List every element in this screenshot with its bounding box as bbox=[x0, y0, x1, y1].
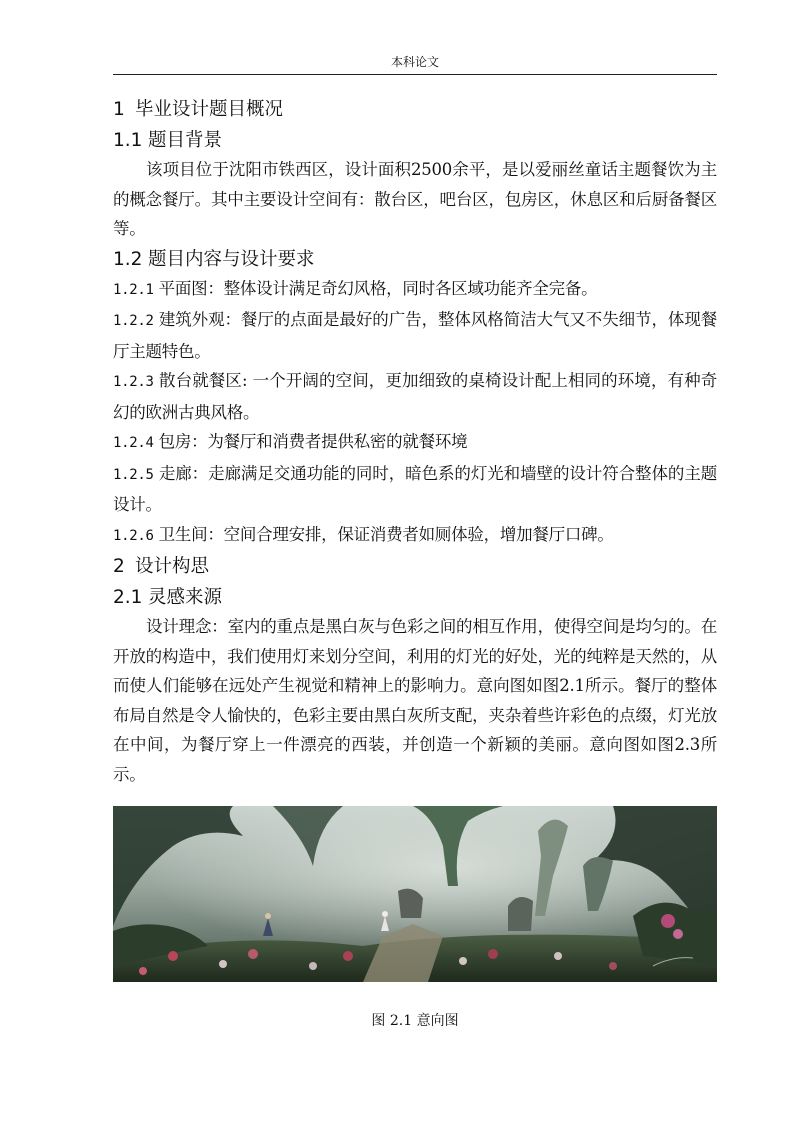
heading-title: 题目背景 bbox=[148, 130, 223, 151]
list-item bbox=[113, 366, 717, 427]
heading-title: 题目内容与设计要求 bbox=[148, 248, 315, 270]
heading-section-1-1 bbox=[113, 125, 717, 155]
list-item bbox=[113, 305, 717, 366]
wonderland-garden-image bbox=[113, 806, 717, 982]
item-number: 1.2.4 bbox=[113, 435, 154, 451]
heading-title: 灵感来源 bbox=[148, 587, 223, 608]
item-text: 包房：为餐厅和消费者提供私密的就餐环境 bbox=[153, 432, 468, 451]
item-text: 散台就餐区: 一个开阔的空间，更加细致的桌椅设计配上相同的环境，有种奇幻的欧洲古典风格。 bbox=[113, 371, 717, 422]
item-number: 1.2.5 bbox=[113, 466, 154, 483]
item-text: 卫生间：空间合理安排，保证消费者如厕体验，增加餐厅口碑。 bbox=[153, 524, 614, 544]
header-rule bbox=[113, 74, 717, 75]
item-number: 1.2.3 bbox=[113, 374, 154, 390]
heading-title: 设计构思 bbox=[135, 556, 210, 577]
list-item bbox=[113, 274, 717, 306]
heading-section-1-2 bbox=[113, 244, 717, 274]
heading-number: 1 bbox=[113, 99, 125, 120]
item-text: 平面图：整体设计满足奇幻风格，同时各区域功能齐全完备。 bbox=[153, 278, 598, 298]
item-number: 1.2.6 bbox=[113, 527, 154, 544]
heading-number: 1.2 bbox=[113, 248, 143, 270]
heading-number: 2.1 bbox=[113, 587, 143, 608]
heading-number: 1.1 bbox=[113, 130, 143, 151]
page-header: 本科论文 bbox=[390, 55, 439, 69]
heading-section-1 bbox=[113, 94, 717, 125]
list-item bbox=[113, 520, 717, 552]
heading-section-2 bbox=[113, 551, 717, 582]
document-body bbox=[113, 94, 717, 789]
item-number: 1.2.1 bbox=[113, 281, 154, 298]
heading-section-2-1 bbox=[113, 582, 717, 612]
list-item bbox=[113, 459, 717, 520]
item-number: 1.2.2 bbox=[113, 313, 154, 329]
list-item bbox=[113, 427, 717, 459]
heading-number: 2 bbox=[113, 556, 125, 577]
paragraph-inspiration: 设计理念：室内的重点是黑白灰与色彩之间的相互作用，使得空间是均匀的。在开放的构造中，我们使用灯来划分空间，利用的灯光的好处，光的纯粹是天然的，从而使人们能够在远处产生视觉和精神上的影响力。意向图如图2.1所示。餐厅的整体布局自然是令人愉快的，色彩主要由黑白灰所支配，夹杂着些许彩色的点缀，灯光放在中间，为餐厅穿上一件漂亮的西装，并创造一个新颖的美丽。意向图如图2.3所示。 bbox=[113, 617, 717, 784]
item-text: 走廊：走廊满足交通功能的同时，暗色系的灯光和墙壁的设计符合整体的主题设计。 bbox=[113, 463, 717, 514]
figure-caption: 图 2.1 意向图 bbox=[371, 1013, 459, 1029]
heading-title: 毕业设计题目概况 bbox=[135, 99, 284, 120]
figure-image bbox=[113, 806, 717, 982]
item-text: 建筑外观：餐厅的点面是最好的广告，整体风格简洁大气又不失细节，体现餐厅主题特色。 bbox=[113, 310, 717, 361]
paragraph-background: 该项目位于沈阳市铁西区，设计面积2500余平，是以爱丽丝童话主题餐饮为主的概念餐厅。其中主要设计空间有：散台区，吧台区，包房区，休息区和后厨备餐区等。 bbox=[113, 160, 717, 238]
